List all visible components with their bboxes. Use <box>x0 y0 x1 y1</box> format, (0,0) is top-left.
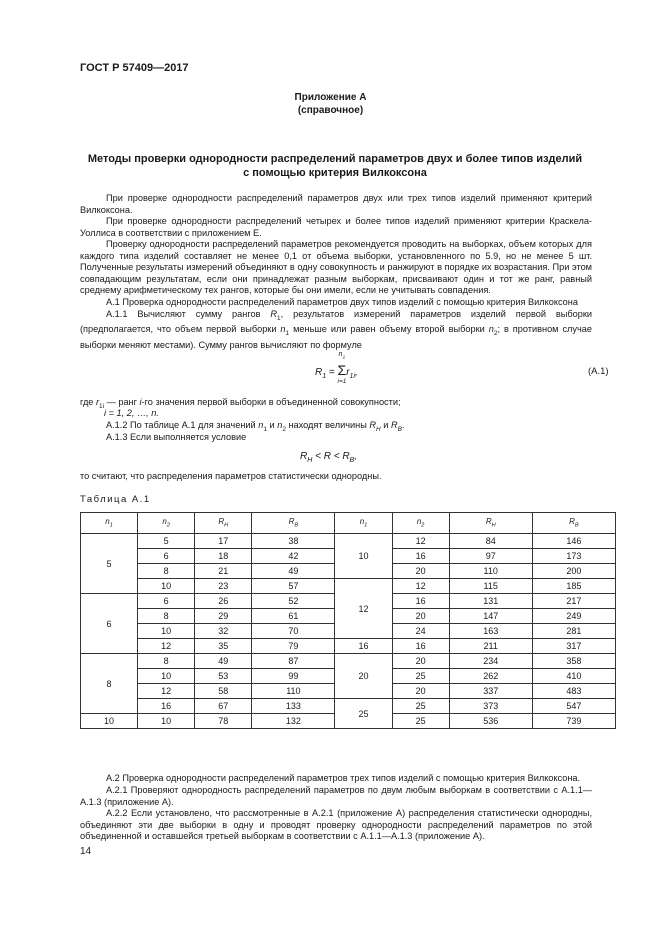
symbol-r: R <box>270 309 278 319</box>
cell-left-rb: 49 <box>252 564 335 579</box>
symbol-sub-2: 2 <box>493 330 498 338</box>
cell-left-n2: 16 <box>138 699 195 714</box>
formula-eq: = <box>326 367 338 378</box>
cell-left-n2: 10 <box>138 624 195 639</box>
cell-right-n2: 20 <box>392 684 449 699</box>
symbol-n2: n <box>488 324 494 335</box>
formula-condition <box>300 451 357 464</box>
cell-n1-right: 16 <box>335 639 392 654</box>
cell-right-rb: 739 <box>532 714 615 729</box>
clause-a13: А.1.3 Если выполняется условие <box>106 432 247 442</box>
where-text-b: — ранг <box>104 397 140 407</box>
cell-n1: 10 <box>81 714 138 729</box>
paragraph-1: При проверке однородности распределений параметров двух или трех типов изделий применяют критерий Вилкоксона. <box>80 193 592 215</box>
clause-a1: А.1 Проверка однородности распределений параметров двух типов изделий с помощью критерия Вилкоксона <box>106 297 578 307</box>
cell-left-rh: 18 <box>195 549 252 564</box>
a12-rh-sub: H <box>376 425 381 433</box>
cell-left-rh: 32 <box>195 624 252 639</box>
paragraph-2: При проверке однородности распределений четырех и более типов изделий применяют критерии Краскела-Уоллиса в соответствии с приложением Е. <box>80 216 592 238</box>
cond-rh: R <box>300 451 308 462</box>
cell-left-n2: 12 <box>138 639 195 654</box>
a12-text-d: и <box>380 420 391 430</box>
cell-right-n2: 24 <box>392 624 449 639</box>
col-n1 <box>81 513 138 534</box>
sum-upper-n: n <box>338 351 343 358</box>
header-subscript: 1 <box>364 522 368 529</box>
wilcoxon-table <box>80 512 616 729</box>
a12-rb-sub: B <box>397 425 402 433</box>
cond-rb: R <box>342 451 350 462</box>
cell-left-rb: 70 <box>252 624 335 639</box>
table-row <box>81 699 616 714</box>
header-subscript: 2 <box>421 522 425 529</box>
cell-left-rb: 79 <box>252 639 335 654</box>
cell-left-rb: 99 <box>252 669 335 684</box>
cell-left-rh: 23 <box>195 579 252 594</box>
cell-right-rb: 281 <box>532 624 615 639</box>
cell-right-rb: 217 <box>532 594 615 609</box>
header-symbol: R <box>288 517 295 527</box>
cell-right-rb: 358 <box>532 654 615 669</box>
cell-left-rb: 38 <box>252 534 335 549</box>
equation-number: (А.1) <box>588 366 609 377</box>
cell-right-rh: 337 <box>449 684 532 699</box>
cell-right-rh: 211 <box>449 639 532 654</box>
where-text-c: -го значения первой выборки в объединенной совокупности; <box>141 397 401 407</box>
formula-end: , <box>355 367 358 378</box>
cell-left-n2: 10 <box>138 714 195 729</box>
cell-right-rh: 234 <box>449 654 532 669</box>
cell-right-n2: 25 <box>392 699 449 714</box>
col-rb-right <box>532 513 615 534</box>
cond-mid: < R < <box>312 451 343 462</box>
cell-left-n2: 6 <box>138 594 195 609</box>
formula-a1 <box>315 351 358 385</box>
table-row <box>81 534 616 549</box>
cell-right-rh: 373 <box>449 699 532 714</box>
cell-left-rh: 53 <box>195 669 252 684</box>
cell-right-n2: 12 <box>392 579 449 594</box>
a12-rb: R <box>390 420 398 430</box>
cond-rh-sub: H <box>307 457 313 464</box>
where-text-a: где <box>80 397 96 407</box>
cell-right-n2: 25 <box>392 669 449 684</box>
page-number: 14 <box>80 846 92 857</box>
a12-text-b: и <box>266 420 278 430</box>
cell-left-rb: 87 <box>252 654 335 669</box>
symbol-sub-1b: 1 <box>285 330 290 338</box>
cell-left-rb: 132 <box>252 714 335 729</box>
a11-text-c: меньше или равен объему второй выборки <box>289 324 489 335</box>
cell-left-rh: 49 <box>195 654 252 669</box>
cell-left-rb: 57 <box>252 579 335 594</box>
cell-right-n2: 16 <box>392 594 449 609</box>
formula-term-sub: 1i <box>349 373 355 380</box>
cell-left-rh: 58 <box>195 684 252 699</box>
formula-lhs: R <box>315 367 323 378</box>
table-row <box>81 579 616 594</box>
clause-a22: А.2.2 Если установлено, что рассмотренные в А.2.1 (приложение А) распределения статистически однородны, объединяют эти две выборки в одну и проводят проверку однородности распределений параметров по этой объединенной и оставшейся третьей выборкам в соответствии с А.1.1—А.1.3 (приложение А). <box>80 808 592 841</box>
cell-right-rb: 410 <box>532 669 615 684</box>
heading-line-2: с помощью критерия Вилкоксона <box>243 167 427 179</box>
a12-dot: . <box>401 420 405 430</box>
heading-line-1: Методы проверки однородности распределений параметров двух и более типов изделий <box>87 153 583 165</box>
cell-right-rb: 146 <box>532 534 615 549</box>
formula-term: r <box>346 367 350 378</box>
symbol-sub-1i: 1i <box>99 402 105 410</box>
cell-left-rh: 67 <box>195 699 252 714</box>
cell-right-rb: 547 <box>532 699 615 714</box>
cell-left-rh: 17 <box>195 534 252 549</box>
sum-lower: i=1 <box>337 378 347 385</box>
a11-text-d: ; в противном случае выборки меняют местами). Сумму рангов вычисляют по формуле <box>80 324 593 350</box>
cell-right-rb: 483 <box>532 684 615 699</box>
col-rh-right <box>449 513 532 534</box>
where-line-2: i = 1, 2, …, n. <box>104 408 159 418</box>
cell-right-n2: 25 <box>392 714 449 729</box>
cond-end: , <box>354 451 357 462</box>
cell-left-n2: 10 <box>138 579 195 594</box>
header-subscript: 1 <box>109 522 113 529</box>
header-symbol: R <box>569 517 575 527</box>
header-subscript: H <box>491 522 496 529</box>
cell-n1: 6 <box>81 594 138 654</box>
cell-right-rh: 84 <box>449 534 532 549</box>
cell-left-rb: 110 <box>252 684 335 699</box>
header-subscript: 2 <box>166 522 170 529</box>
symbol-sub-1: 1 <box>277 314 281 322</box>
formula-sum <box>337 351 350 385</box>
cell-right-rh: 110 <box>449 564 532 579</box>
header-subscript: B <box>574 522 579 529</box>
clause-a2: А.2 Проверка однородности распределений параметров трех типов изделий с помощью критерия Вилкоксона. <box>106 773 581 783</box>
header-symbol: n <box>162 517 167 527</box>
cell-right-n2: 20 <box>392 564 449 579</box>
section-heading <box>80 152 590 180</box>
a12-rh: R <box>369 420 377 430</box>
cell-right-rh: 97 <box>449 549 532 564</box>
header-subscript: B <box>294 522 299 529</box>
a11-text-b: , результатов измерений параметров изделий первой выборки (предполагается, что объем первой выборки <box>80 309 592 335</box>
cell-right-n2: 20 <box>392 654 449 669</box>
cell-right-rh: 163 <box>449 624 532 639</box>
cell-right-n2: 12 <box>392 534 449 549</box>
cell-n1-right: 10 <box>335 534 392 579</box>
a12-n1: n <box>258 420 264 430</box>
cell-right-n2: 16 <box>392 639 449 654</box>
table-caption: Таблица А.1 <box>80 494 151 505</box>
header-symbol: n <box>105 517 110 527</box>
a12-n2-sub: 2 <box>282 425 286 433</box>
cell-left-rh: 78 <box>195 714 252 729</box>
sum-upper <box>339 351 346 360</box>
symbol-i: i <box>139 397 142 407</box>
cell-right-n2: 16 <box>392 549 449 564</box>
cond-rb-sub: B <box>349 457 355 464</box>
cell-left-rb: 61 <box>252 609 335 624</box>
cell-right-rb: 185 <box>532 579 615 594</box>
col-n2 <box>138 513 195 534</box>
cell-left-n2: 5 <box>138 534 195 549</box>
paragraph-3: Проверку однородности распределений параметров рекомендуется проводить на выборках, объем которых для каждого типа изделий составляет не менее 0,1 от объема выборки, установленного по 5.9, но не менее 5 шт. Полученные результаты измерений объединяют в одну совокупность и ранжируют в порядке их возрастания. При этом совпадающим результатам, если они принадлежат разным выборкам, присваивают один и тот же ранг, равный среднему арифметическому тех рангов, которые бы они имели, если не учитывать совпадения. <box>80 239 592 295</box>
col-rb <box>252 513 335 534</box>
cell-right-rb: 317 <box>532 639 615 654</box>
col-n1-right <box>335 513 392 534</box>
symbol-n: n <box>280 324 286 335</box>
cell-n1: 5 <box>81 534 138 594</box>
cell-n1: 8 <box>81 654 138 714</box>
cell-right-rh: 131 <box>449 594 532 609</box>
cell-left-n2: 10 <box>138 669 195 684</box>
clause-a11 <box>80 309 592 351</box>
cell-left-rb: 52 <box>252 594 335 609</box>
cell-right-n2: 20 <box>392 609 449 624</box>
cell-right-rb: 249 <box>532 609 615 624</box>
col-n2-right <box>392 513 449 534</box>
cell-left-rh: 35 <box>195 639 252 654</box>
cell-right-rb: 173 <box>532 549 615 564</box>
annex-note: (справочное) <box>297 105 364 116</box>
cell-left-n2: 8 <box>138 564 195 579</box>
cell-right-rh: 262 <box>449 669 532 684</box>
cell-left-n2: 12 <box>138 684 195 699</box>
header-symbol: n <box>359 517 365 527</box>
cell-n1-right: 20 <box>335 654 392 699</box>
cell-left-n2: 8 <box>138 609 195 624</box>
annex-title: Приложение А <box>294 92 367 103</box>
cell-n1-right: 25 <box>335 699 392 729</box>
a12-text-a: А.1.2 По таблице А.1 для значений <box>106 420 259 430</box>
symbol-r-small: r <box>95 397 100 407</box>
header-symbol: R <box>485 517 492 527</box>
a12-text-c: находят величины <box>285 420 370 430</box>
cell-left-n2: 8 <box>138 654 195 669</box>
cell-right-rh: 536 <box>449 714 532 729</box>
clause-a21: А.2.1 Проверяют однородность распределений параметров по двум любым выборкам в соответствии с А.1.1—А.1.3 (приложение А). <box>80 785 592 807</box>
cell-left-rb: 133 <box>252 699 335 714</box>
table-header-row <box>81 513 616 534</box>
cell-right-rh: 115 <box>449 579 532 594</box>
cell-left-n2: 6 <box>138 549 195 564</box>
cell-left-rh: 29 <box>195 609 252 624</box>
cell-left-rh: 21 <box>195 564 252 579</box>
table-row <box>81 639 616 654</box>
a12-n2: n <box>277 420 283 430</box>
col-rh <box>195 513 252 534</box>
cell-right-rb: 200 <box>532 564 615 579</box>
a11-text-a: А.1.1 Вычисляют сумму рангов <box>106 309 271 319</box>
conclusion: то считают, что распределения параметров статистически однородны. <box>80 471 382 481</box>
header-symbol: R <box>218 517 225 527</box>
table-row <box>81 654 616 669</box>
cell-right-rh: 147 <box>449 609 532 624</box>
sum-upper-sub: 1 <box>342 355 346 361</box>
cell-left-rb: 42 <box>252 549 335 564</box>
standard-header: ГОСТ Р 57409—2017 <box>80 62 189 74</box>
sum-sign: Σ <box>337 362 347 378</box>
header-symbol: n <box>416 517 422 527</box>
header-subscript: H <box>224 522 229 529</box>
cell-n1-right: 12 <box>335 579 392 639</box>
a12-n1-sub: 1 <box>263 425 267 433</box>
formula-lhs-sub: 1 <box>322 373 327 380</box>
cell-left-rh: 26 <box>195 594 252 609</box>
